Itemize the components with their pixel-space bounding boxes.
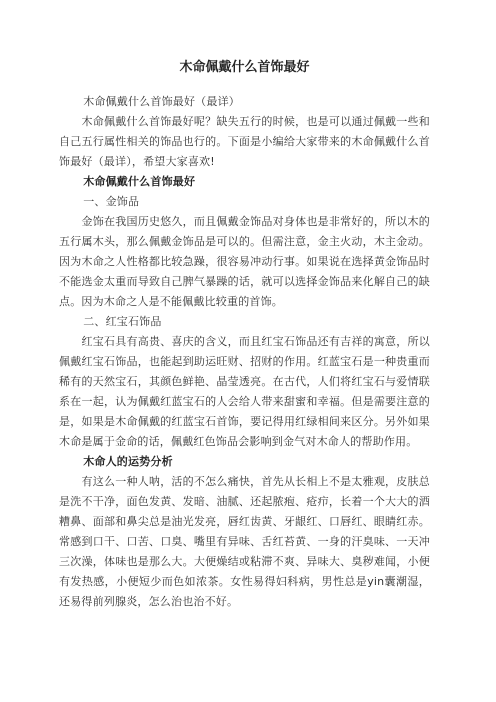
intro-paragraph: 木命佩戴什么首饰最好呢？缺失五行的时候，也是可以通过佩戴一些和自己五行属性相关的饰品也行的。下面是小编给大家带来的木命佩戴什么首饰最好（最详），希望大家喜欢! xyxy=(59,115,430,168)
subsection-heading: 一、金饰品 xyxy=(83,195,140,208)
subtitle-paragraph: 木命佩戴什么首饰最好（最详） xyxy=(83,95,240,108)
document-body xyxy=(59,92,430,612)
subsection-heading: 二、红宝石饰品 xyxy=(83,315,162,328)
body-paragraph: 有这么一种人呐，活的不怎么痛快，首先从长相上不是太雅观，皮肤总是洗不干净，面色发黄、发暗、油腻、还起脓疱、疮疖，长着一个大大的酒糟鼻、面部和鼻尖总是油光发亮，唇红齿黄、牙龈红、口唇红、眼睛红赤。常感到口干、口苦、口臭、嘴里有异味、舌红苔黄、一身的汗臭味、一天冲三次澡，体味也是那么大。大便燥结或粘滞不爽、异味大、臭秽难闻，小便有发热感，小便短少而色如浓茶。女性易得妇科病，男性总是yin囊潮湿，还易得前列腺炎，怎么治也治不好。 xyxy=(59,475,430,608)
body-paragraph: 红宝石具有高贵、喜庆的含义，而且红宝石饰品还有吉祥的寓意，所以佩戴红宝石饰品，也能起到助运旺财、招财的作用。红蓝宝石是一种贵重而稀有的天然宝石，其颜色鲜艳、晶莹透亮。在古代，人们将红宝石与爱情联系在一起，认为佩戴红蓝宝石的人会给人带来甜蜜和幸福。但是需要注意的是，如果是木命佩戴的红蓝宝石首饰，要记得用红绿相间来区分。另外如果木命是属于金命的话，佩戴红色饰品会影响到金气对木命人的帮助作用。 xyxy=(59,335,430,448)
document-title: 木命佩戴什么首饰最好 xyxy=(179,60,310,75)
body-paragraph: 金饰在我国历史悠久，而且佩戴金饰品对身体也是非常好的，所以木的五行属木头，那么佩戴金饰品是可以的。但需注意，金主火动，木主金动。因为木命之人性格都比较急躁，很容易冲动行事。如果说在选择黄金饰品时不能选金太重而导致自己脾气暴躁的话，就可以选择金饰品来化解自己的缺点。因为木命之人是不能佩戴比较重的首饰。 xyxy=(59,215,430,308)
section-heading: 木命人的运势分析 xyxy=(83,455,173,468)
section-heading: 木命佩戴什么首饰最好 xyxy=(83,175,196,188)
